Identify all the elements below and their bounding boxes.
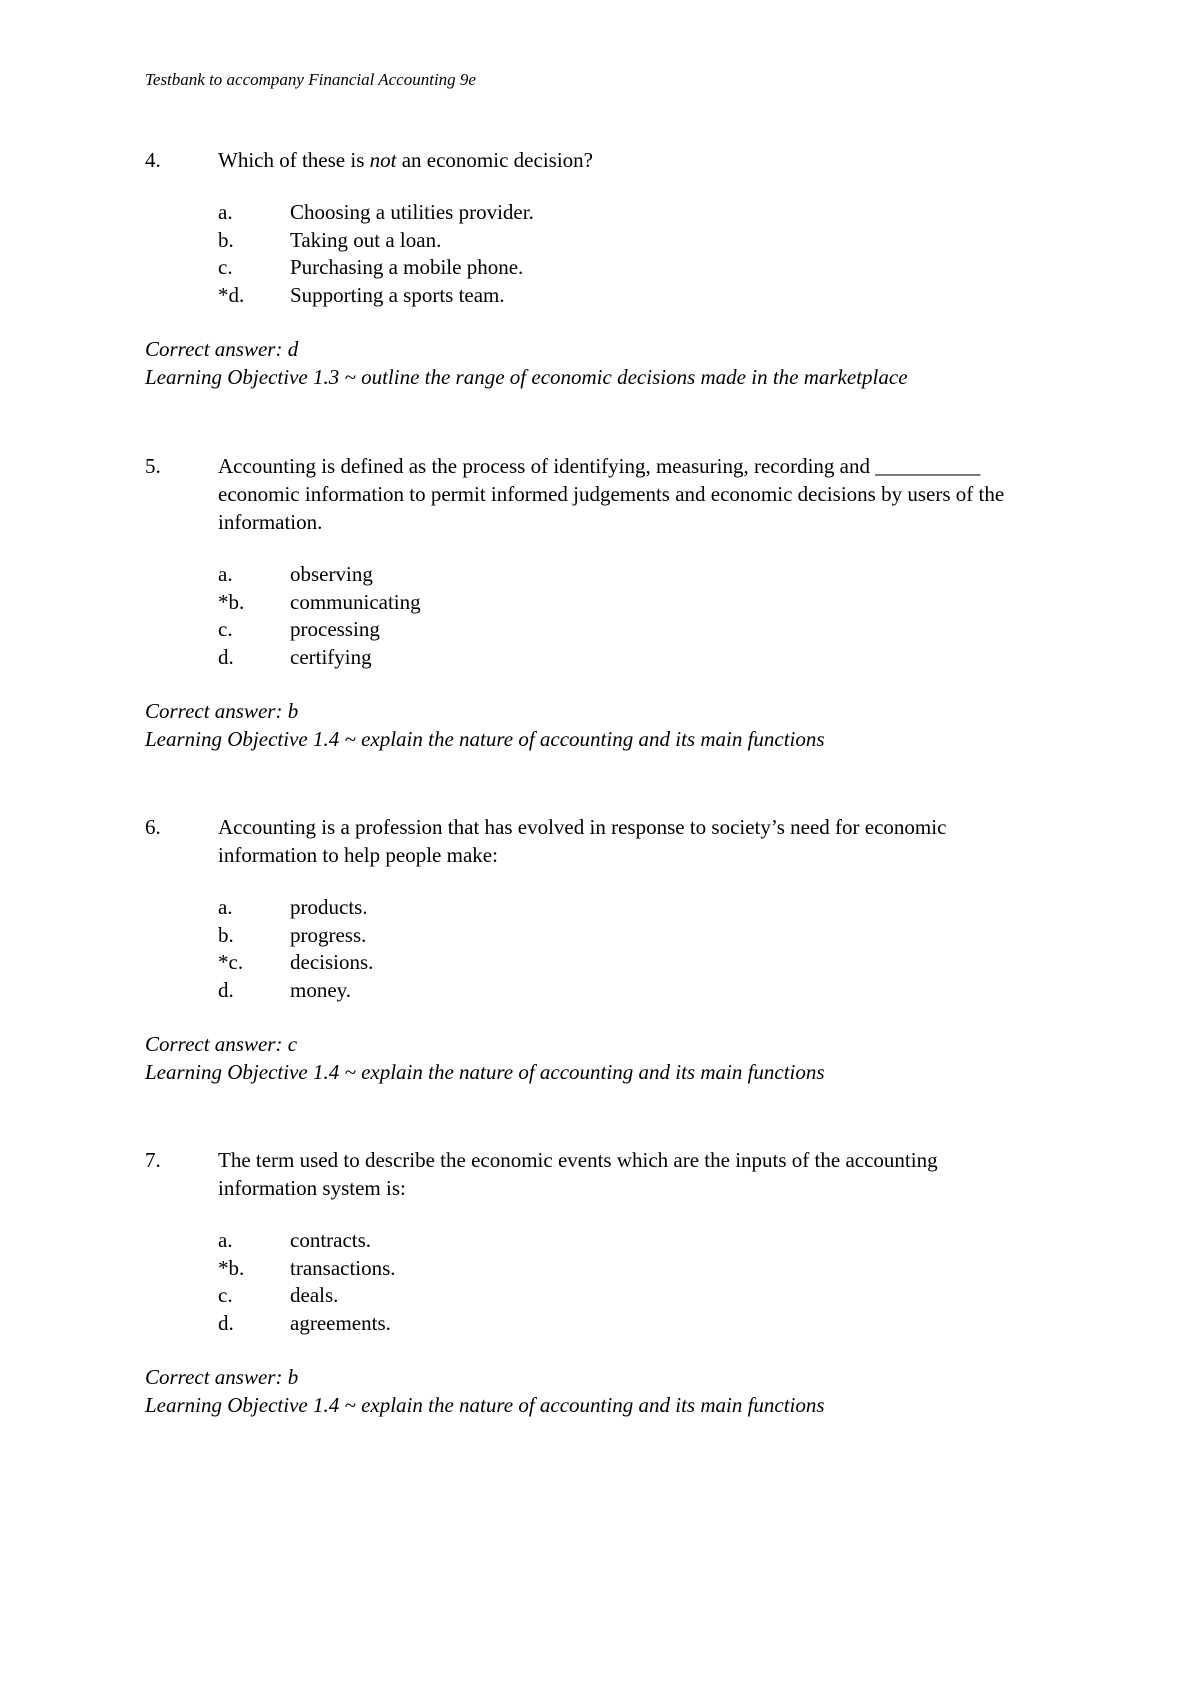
option-letter: *b. — [218, 1255, 245, 1280]
correct-answer: Correct answer: b — [145, 1364, 299, 1389]
option-letter: b. — [218, 922, 234, 947]
option-letter: d. — [218, 978, 234, 1003]
correct-answer: Correct answer: b — [145, 698, 299, 723]
option-a — [218, 894, 1045, 922]
option-letter: a. — [218, 895, 233, 919]
answer-options — [218, 894, 1045, 1005]
question-text: Accounting is a profession that has evolved in response to society’s need for economic information to help people make: — [218, 815, 947, 867]
option-b — [218, 1255, 1045, 1283]
option-d — [218, 1310, 1045, 1338]
option-letter: c. — [218, 1283, 233, 1308]
question-7 — [145, 1146, 1045, 1419]
option-letter: b. — [218, 227, 234, 252]
question-4 — [145, 146, 1045, 391]
question-number: 4. — [145, 148, 161, 172]
option-c — [218, 254, 1045, 282]
learning-objective: Learning Objective 1.3 ~ outline the range of economic decisions made in the marketplace — [145, 364, 908, 389]
option-letter: *b. — [218, 589, 245, 614]
question-number: 6. — [145, 815, 161, 839]
question-6 — [145, 813, 1045, 1086]
learning-objective: Learning Objective 1.4 ~ explain the nature of accounting and its main functions — [145, 726, 825, 751]
question-text: The term used to describe the economic events which are the inputs of the accounting information system is: — [218, 1148, 938, 1200]
option-text: Choosing a utilities provider. — [290, 200, 534, 224]
option-a — [218, 1227, 1045, 1255]
option-text: processing — [290, 617, 380, 642]
correct-answer: Correct answer: c — [145, 1031, 298, 1056]
option-d — [218, 977, 1045, 1005]
option-text: Supporting a sports team. — [290, 283, 505, 308]
running-header: Testbank to accompany Financial Accounting 9e — [145, 70, 476, 89]
option-text: contracts. — [290, 1228, 372, 1252]
option-c — [218, 949, 1045, 977]
option-d — [218, 644, 1045, 672]
correct-answer: Correct answer: d — [145, 336, 299, 361]
option-a — [218, 561, 1045, 589]
answer-options — [218, 1227, 1045, 1338]
answer-options — [218, 199, 1045, 310]
option-letter: d. — [218, 1311, 234, 1336]
question-number: 7. — [145, 1148, 161, 1172]
option-b — [218, 922, 1045, 950]
question-number: 5. — [145, 454, 161, 478]
option-b — [218, 227, 1045, 255]
answer-block — [145, 1363, 1045, 1419]
learning-objective: Learning Objective 1.4 ~ explain the nature of accounting and its main functions — [145, 1392, 825, 1417]
answer-block — [145, 1030, 1045, 1086]
option-text: products. — [290, 895, 368, 919]
learning-objective: Learning Objective 1.4 ~ explain the nature of accounting and its main functions — [145, 1059, 825, 1084]
question-text: Accounting is defined as the process of identifying, measuring, recording and __________ economic information to permit informed judgements and economic decisions by users of the information. — [218, 454, 1005, 534]
option-c — [218, 1282, 1045, 1310]
option-letter: *c. — [218, 950, 244, 975]
option-d — [218, 282, 1045, 310]
option-letter: *d. — [218, 283, 245, 308]
option-letter: a. — [218, 1228, 233, 1252]
option-text: communicating — [290, 589, 421, 614]
option-text: agreements. — [290, 1311, 391, 1336]
option-letter: c. — [218, 617, 233, 642]
option-b — [218, 589, 1045, 617]
option-a — [218, 199, 1045, 227]
question-text-part: Which of these is — [218, 148, 370, 172]
question-text — [218, 146, 1038, 174]
option-c — [218, 616, 1045, 644]
question-5 — [145, 452, 1045, 753]
answer-options — [218, 561, 1045, 672]
option-text: Purchasing a mobile phone. — [290, 255, 524, 280]
option-letter: a. — [218, 562, 233, 586]
option-letter: a. — [218, 200, 233, 224]
option-text: progress. — [290, 922, 367, 947]
question-text-emphasis: not — [369, 148, 397, 172]
question-text-part: an economic decision? — [396, 148, 593, 172]
option-text: certifying — [290, 645, 372, 670]
option-text: money. — [290, 978, 352, 1003]
option-letter: d. — [218, 645, 234, 670]
answer-block — [145, 697, 1045, 753]
option-text: decisions. — [290, 950, 374, 975]
option-letter: c. — [218, 255, 233, 280]
option-text: deals. — [290, 1283, 339, 1308]
option-text: transactions. — [290, 1255, 396, 1280]
answer-block — [145, 335, 1045, 391]
option-text: Taking out a loan. — [290, 227, 442, 252]
option-text: observing — [290, 562, 373, 586]
